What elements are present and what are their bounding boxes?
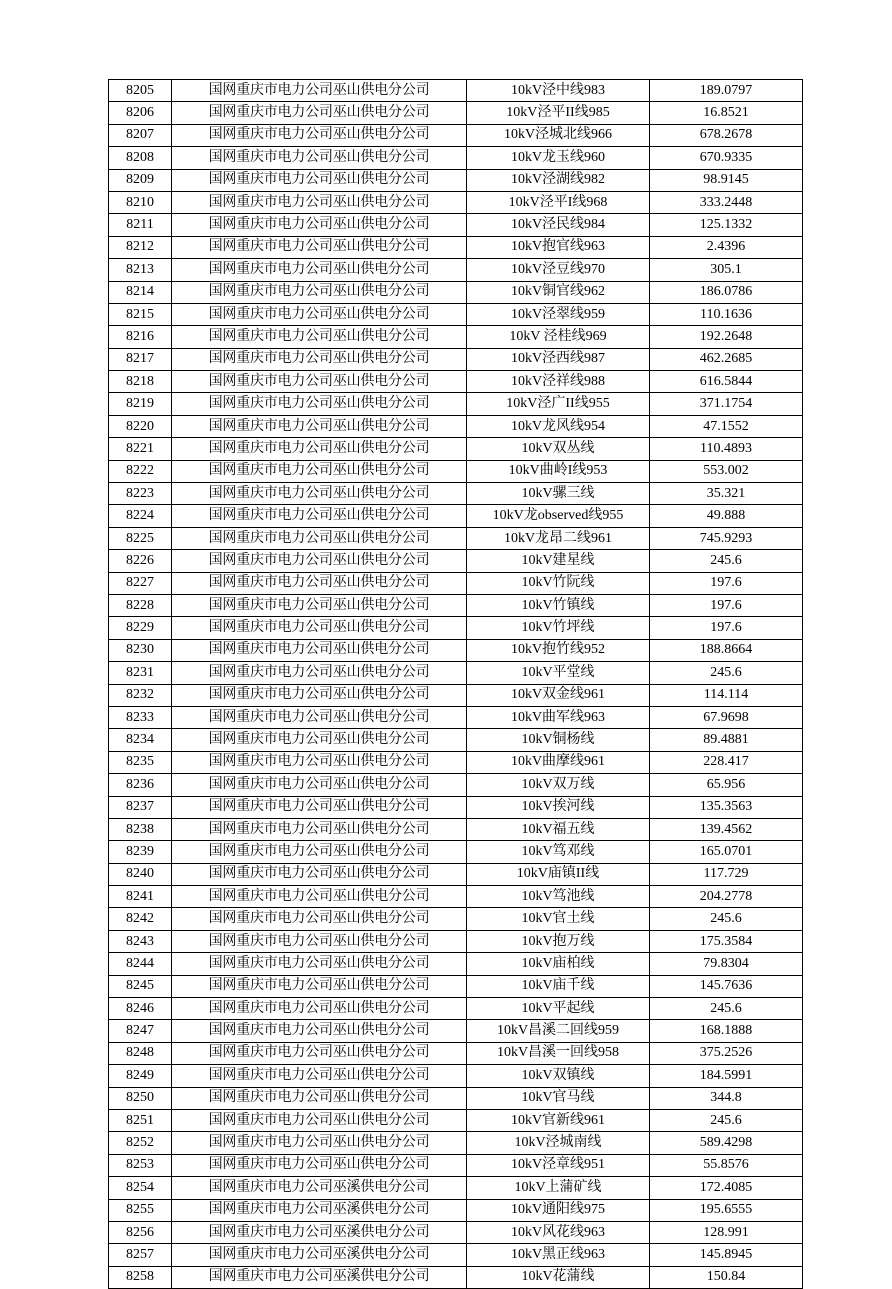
cell-id: 8222 xyxy=(109,460,172,482)
cell-value: 589.4298 xyxy=(650,1132,803,1154)
cell-value: 117.729 xyxy=(650,863,803,885)
cell-org: 国网重庆市电力公司巫山供电分公司 xyxy=(172,102,467,124)
table-row xyxy=(109,863,803,885)
cell-id: 8221 xyxy=(109,438,172,460)
cell-line: 10kV泾民线984 xyxy=(467,214,650,236)
cell-id: 8226 xyxy=(109,550,172,572)
cell-line: 10kV泾祥线988 xyxy=(467,371,650,393)
cell-line: 10kV花蒲线 xyxy=(467,1266,650,1288)
cell-id: 8254 xyxy=(109,1177,172,1199)
cell-line: 10kV黑正线963 xyxy=(467,1244,650,1266)
table-row xyxy=(109,348,803,370)
cell-org: 国网重庆市电力公司巫山供电分公司 xyxy=(172,818,467,840)
cell-value: 344.8 xyxy=(650,1087,803,1109)
cell-value: 745.9293 xyxy=(650,527,803,549)
cell-id: 8243 xyxy=(109,930,172,952)
table-row xyxy=(109,124,803,146)
cell-line: 10kV曲军线963 xyxy=(467,706,650,728)
cell-value: 245.6 xyxy=(650,1109,803,1131)
cell-id: 8235 xyxy=(109,751,172,773)
cell-line: 10kV泾广II线955 xyxy=(467,393,650,415)
cell-id: 8219 xyxy=(109,393,172,415)
cell-id: 8248 xyxy=(109,1042,172,1064)
table-row xyxy=(109,371,803,393)
cell-line: 10kV抱官线963 xyxy=(467,236,650,258)
cell-org: 国网重庆市电力公司巫山供电分公司 xyxy=(172,886,467,908)
cell-line: 10kV上蒲矿线 xyxy=(467,1177,650,1199)
table-row xyxy=(109,1087,803,1109)
cell-value: 139.4562 xyxy=(650,818,803,840)
cell-org: 国网重庆市电力公司巫山供电分公司 xyxy=(172,147,467,169)
cell-line: 10kV竹镇线 xyxy=(467,594,650,616)
cell-line: 10kV风花线963 xyxy=(467,1221,650,1243)
cell-org: 国网重庆市电力公司巫山供电分公司 xyxy=(172,1020,467,1042)
cell-id: 8206 xyxy=(109,102,172,124)
cell-line: 10kV泾翠线959 xyxy=(467,303,650,325)
cell-line: 10kV泾章线951 xyxy=(467,1154,650,1176)
cell-id: 8241 xyxy=(109,886,172,908)
cell-line: 10kV官土线 xyxy=(467,908,650,930)
cell-line: 10kV双金线961 xyxy=(467,684,650,706)
cell-line: 10kV昌溪二回线959 xyxy=(467,1020,650,1042)
table-row xyxy=(109,908,803,930)
cell-value: 49.888 xyxy=(650,505,803,527)
cell-id: 8225 xyxy=(109,527,172,549)
cell-org: 国网重庆市电力公司巫山供电分公司 xyxy=(172,684,467,706)
cell-org: 国网重庆市电力公司巫溪供电分公司 xyxy=(172,1177,467,1199)
cell-org: 国网重庆市电力公司巫山供电分公司 xyxy=(172,483,467,505)
table-row xyxy=(109,80,803,102)
cell-id: 8255 xyxy=(109,1199,172,1221)
cell-line: 10kV龙玉线960 xyxy=(467,147,650,169)
table-row xyxy=(109,841,803,863)
cell-value: 228.417 xyxy=(650,751,803,773)
cell-id: 8228 xyxy=(109,594,172,616)
cell-value: 16.8521 xyxy=(650,102,803,124)
cell-org: 国网重庆市电力公司巫山供电分公司 xyxy=(172,863,467,885)
cell-id: 8224 xyxy=(109,505,172,527)
table-row xyxy=(109,706,803,728)
cell-value: 150.84 xyxy=(650,1266,803,1288)
cell-id: 8210 xyxy=(109,191,172,213)
table-row xyxy=(109,998,803,1020)
cell-org: 国网重庆市电力公司巫山供电分公司 xyxy=(172,281,467,303)
cell-line: 10kV龙昂二线961 xyxy=(467,527,650,549)
cell-line: 10kV庙千线 xyxy=(467,975,650,997)
cell-line: 10kV福五线 xyxy=(467,818,650,840)
cell-org: 国网重庆市电力公司巫山供电分公司 xyxy=(172,1042,467,1064)
cell-org: 国网重庆市电力公司巫山供电分公司 xyxy=(172,796,467,818)
cell-id: 8250 xyxy=(109,1087,172,1109)
cell-id: 8238 xyxy=(109,818,172,840)
cell-line: 10kV官马线 xyxy=(467,1087,650,1109)
table-body xyxy=(109,80,803,1289)
cell-id: 8214 xyxy=(109,281,172,303)
table-row xyxy=(109,662,803,684)
table-row xyxy=(109,617,803,639)
cell-org: 国网重庆市电力公司巫山供电分公司 xyxy=(172,774,467,796)
cell-line: 10kV泾城北线966 xyxy=(467,124,650,146)
cell-line: 10kV铜杨线 xyxy=(467,729,650,751)
cell-org: 国网重庆市电力公司巫山供电分公司 xyxy=(172,527,467,549)
cell-org: 国网重庆市电力公司巫山供电分公司 xyxy=(172,326,467,348)
cell-value: 184.5991 xyxy=(650,1065,803,1087)
table-row xyxy=(109,572,803,594)
cell-org: 国网重庆市电力公司巫山供电分公司 xyxy=(172,594,467,616)
cell-value: 2.4396 xyxy=(650,236,803,258)
table-row xyxy=(109,527,803,549)
cell-line: 10kV曲岭I线953 xyxy=(467,460,650,482)
cell-org: 国网重庆市电力公司巫山供电分公司 xyxy=(172,303,467,325)
cell-org: 国网重庆市电力公司巫山供电分公司 xyxy=(172,975,467,997)
cell-id: 8209 xyxy=(109,169,172,191)
table-row xyxy=(109,147,803,169)
table-row xyxy=(109,796,803,818)
table-row xyxy=(109,460,803,482)
cell-line: 10kV双镇线 xyxy=(467,1065,650,1087)
cell-org: 国网重庆市电力公司巫山供电分公司 xyxy=(172,908,467,930)
cell-id: 8253 xyxy=(109,1154,172,1176)
cell-id: 8218 xyxy=(109,371,172,393)
cell-id: 8213 xyxy=(109,259,172,281)
cell-org: 国网重庆市电力公司巫山供电分公司 xyxy=(172,706,467,728)
cell-value: 195.6555 xyxy=(650,1199,803,1221)
cell-line: 10kV挨河线 xyxy=(467,796,650,818)
cell-id: 8256 xyxy=(109,1221,172,1243)
table-row xyxy=(109,1154,803,1176)
table-row xyxy=(109,1132,803,1154)
cell-value: 192.2648 xyxy=(650,326,803,348)
cell-id: 8230 xyxy=(109,639,172,661)
cell-value: 245.6 xyxy=(650,550,803,572)
table-row xyxy=(109,259,803,281)
cell-id: 8257 xyxy=(109,1244,172,1266)
table-row xyxy=(109,505,803,527)
cell-value: 678.2678 xyxy=(650,124,803,146)
cell-line: 10kV龙风线954 xyxy=(467,415,650,437)
cell-value: 35.321 xyxy=(650,483,803,505)
cell-id: 8236 xyxy=(109,774,172,796)
cell-id: 8247 xyxy=(109,1020,172,1042)
cell-line: 10kV抱万线 xyxy=(467,930,650,952)
cell-value: 79.8304 xyxy=(650,953,803,975)
cell-value: 165.0701 xyxy=(650,841,803,863)
cell-line: 10kV泾豆线970 xyxy=(467,259,650,281)
cell-line: 10kV曲摩线961 xyxy=(467,751,650,773)
table-row xyxy=(109,1065,803,1087)
cell-id: 8216 xyxy=(109,326,172,348)
cell-value: 110.1636 xyxy=(650,303,803,325)
cell-id: 8249 xyxy=(109,1065,172,1087)
cell-id: 8215 xyxy=(109,303,172,325)
cell-value: 128.991 xyxy=(650,1221,803,1243)
cell-org: 国网重庆市电力公司巫山供电分公司 xyxy=(172,393,467,415)
cell-line: 10kV泾城南线 xyxy=(467,1132,650,1154)
cell-value: 375.2526 xyxy=(650,1042,803,1064)
table-row xyxy=(109,930,803,952)
cell-id: 8233 xyxy=(109,706,172,728)
table-row xyxy=(109,169,803,191)
cell-org: 国网重庆市电力公司巫山供电分公司 xyxy=(172,930,467,952)
cell-value: 670.9335 xyxy=(650,147,803,169)
cell-org: 国网重庆市电力公司巫山供电分公司 xyxy=(172,572,467,594)
cell-org: 国网重庆市电力公司巫山供电分公司 xyxy=(172,1109,467,1131)
cell-id: 8223 xyxy=(109,483,172,505)
table-row xyxy=(109,483,803,505)
cell-value: 89.4881 xyxy=(650,729,803,751)
cell-line: 10kV官新线961 xyxy=(467,1109,650,1131)
table-row xyxy=(109,886,803,908)
cell-line: 10kV平起线 xyxy=(467,998,650,1020)
table-row xyxy=(109,326,803,348)
table-row xyxy=(109,415,803,437)
cell-value: 333.2448 xyxy=(650,191,803,213)
cell-value: 175.3584 xyxy=(650,930,803,952)
cell-org: 国网重庆市电力公司巫山供电分公司 xyxy=(172,169,467,191)
cell-line: 10kV双万线 xyxy=(467,774,650,796)
table-row xyxy=(109,281,803,303)
cell-value: 305.1 xyxy=(650,259,803,281)
cell-value: 245.6 xyxy=(650,998,803,1020)
table-row xyxy=(109,975,803,997)
cell-id: 8231 xyxy=(109,662,172,684)
cell-value: 197.6 xyxy=(650,617,803,639)
table-row xyxy=(109,550,803,572)
cell-value: 616.5844 xyxy=(650,371,803,393)
cell-line: 10kV庙柏线 xyxy=(467,953,650,975)
cell-id: 8244 xyxy=(109,953,172,975)
cell-id: 8240 xyxy=(109,863,172,885)
cell-value: 145.7636 xyxy=(650,975,803,997)
cell-id: 8246 xyxy=(109,998,172,1020)
table-row xyxy=(109,818,803,840)
table-row xyxy=(109,1020,803,1042)
power-line-data-table xyxy=(108,79,803,1289)
table-row xyxy=(109,1266,803,1288)
table-row xyxy=(109,191,803,213)
cell-org: 国网重庆市电力公司巫溪供电分公司 xyxy=(172,1244,467,1266)
cell-org: 国网重庆市电力公司巫山供电分公司 xyxy=(172,550,467,572)
cell-id: 8208 xyxy=(109,147,172,169)
cell-id: 8207 xyxy=(109,124,172,146)
cell-line: 10kV庙镇II线 xyxy=(467,863,650,885)
cell-id: 8252 xyxy=(109,1132,172,1154)
cell-id: 8227 xyxy=(109,572,172,594)
cell-id: 8234 xyxy=(109,729,172,751)
cell-value: 462.2685 xyxy=(650,348,803,370)
cell-id: 8212 xyxy=(109,236,172,258)
cell-line: 10kV抱竹线952 xyxy=(467,639,650,661)
table-row xyxy=(109,1177,803,1199)
cell-org: 国网重庆市电力公司巫溪供电分公司 xyxy=(172,1221,467,1243)
cell-org: 国网重庆市电力公司巫山供电分公司 xyxy=(172,371,467,393)
cell-line: 10kV笃邓线 xyxy=(467,841,650,863)
cell-id: 8220 xyxy=(109,415,172,437)
table-row xyxy=(109,236,803,258)
cell-id: 8217 xyxy=(109,348,172,370)
cell-value: 186.0786 xyxy=(650,281,803,303)
cell-line: 10kV竹坪线 xyxy=(467,617,650,639)
table-row xyxy=(109,751,803,773)
cell-line: 10kV泾中线983 xyxy=(467,80,650,102)
table-row xyxy=(109,774,803,796)
cell-value: 114.114 xyxy=(650,684,803,706)
cell-line: 10kV泾平II线985 xyxy=(467,102,650,124)
cell-line: 10kV竹阮线 xyxy=(467,572,650,594)
cell-value: 145.8945 xyxy=(650,1244,803,1266)
cell-org: 国网重庆市电力公司巫山供电分公司 xyxy=(172,998,467,1020)
cell-line: 10kV骡三线 xyxy=(467,483,650,505)
table-row xyxy=(109,729,803,751)
cell-org: 国网重庆市电力公司巫山供电分公司 xyxy=(172,1132,467,1154)
cell-org: 国网重庆市电力公司巫山供电分公司 xyxy=(172,80,467,102)
cell-org: 国网重庆市电力公司巫溪供电分公司 xyxy=(172,1199,467,1221)
table-row xyxy=(109,1221,803,1243)
table-row xyxy=(109,214,803,236)
cell-org: 国网重庆市电力公司巫山供电分公司 xyxy=(172,505,467,527)
cell-line: 10kV平堂线 xyxy=(467,662,650,684)
table-row xyxy=(109,102,803,124)
cell-id: 8232 xyxy=(109,684,172,706)
cell-value: 197.6 xyxy=(650,594,803,616)
cell-line: 10kV泾西线987 xyxy=(467,348,650,370)
data-table-container xyxy=(108,79,784,1289)
cell-id: 8211 xyxy=(109,214,172,236)
cell-value: 204.2778 xyxy=(650,886,803,908)
table-row xyxy=(109,438,803,460)
cell-value: 189.0797 xyxy=(650,80,803,102)
cell-line: 10kV铜官线962 xyxy=(467,281,650,303)
cell-org: 国网重庆市电力公司巫山供电分公司 xyxy=(172,841,467,863)
cell-org: 国网重庆市电力公司巫山供电分公司 xyxy=(172,415,467,437)
cell-line: 10kV泾平I线968 xyxy=(467,191,650,213)
table-row xyxy=(109,639,803,661)
cell-org: 国网重庆市电力公司巫山供电分公司 xyxy=(172,1087,467,1109)
cell-org: 国网重庆市电力公司巫山供电分公司 xyxy=(172,214,467,236)
cell-org: 国网重庆市电力公司巫山供电分公司 xyxy=(172,124,467,146)
table-row xyxy=(109,1244,803,1266)
table-row xyxy=(109,1199,803,1221)
cell-id: 8237 xyxy=(109,796,172,818)
table-row xyxy=(109,1042,803,1064)
cell-line: 10kV 泾桂线969 xyxy=(467,326,650,348)
table-row xyxy=(109,684,803,706)
cell-org: 国网重庆市电力公司巫山供电分公司 xyxy=(172,729,467,751)
cell-value: 135.3563 xyxy=(650,796,803,818)
cell-org: 国网重庆市电力公司巫山供电分公司 xyxy=(172,460,467,482)
cell-line: 10kV建星线 xyxy=(467,550,650,572)
cell-line: 10kV通阳线975 xyxy=(467,1199,650,1221)
cell-org: 国网重庆市电力公司巫山供电分公司 xyxy=(172,438,467,460)
table-row xyxy=(109,303,803,325)
cell-org: 国网重庆市电力公司巫溪供电分公司 xyxy=(172,1266,467,1288)
table-row xyxy=(109,1109,803,1131)
cell-line: 10kV双丛线 xyxy=(467,438,650,460)
cell-org: 国网重庆市电力公司巫山供电分公司 xyxy=(172,953,467,975)
cell-line: 10kV龙observed线955 xyxy=(467,505,650,527)
cell-value: 65.956 xyxy=(650,774,803,796)
cell-id: 8239 xyxy=(109,841,172,863)
cell-value: 67.9698 xyxy=(650,706,803,728)
cell-org: 国网重庆市电力公司巫山供电分公司 xyxy=(172,662,467,684)
cell-org: 国网重庆市电力公司巫山供电分公司 xyxy=(172,751,467,773)
cell-value: 245.6 xyxy=(650,908,803,930)
cell-value: 98.9145 xyxy=(650,169,803,191)
cell-id: 8229 xyxy=(109,617,172,639)
cell-id: 8251 xyxy=(109,1109,172,1131)
cell-line: 10kV笃池线 xyxy=(467,886,650,908)
cell-id: 8242 xyxy=(109,908,172,930)
cell-value: 188.8664 xyxy=(650,639,803,661)
cell-id: 8205 xyxy=(109,80,172,102)
cell-org: 国网重庆市电力公司巫山供电分公司 xyxy=(172,1154,467,1176)
cell-org: 国网重庆市电力公司巫山供电分公司 xyxy=(172,639,467,661)
cell-value: 55.8576 xyxy=(650,1154,803,1176)
cell-value: 168.1888 xyxy=(650,1020,803,1042)
cell-id: 8245 xyxy=(109,975,172,997)
cell-value: 125.1332 xyxy=(650,214,803,236)
cell-org: 国网重庆市电力公司巫山供电分公司 xyxy=(172,236,467,258)
table-row xyxy=(109,594,803,616)
cell-org: 国网重庆市电力公司巫山供电分公司 xyxy=(172,1065,467,1087)
cell-value: 371.1754 xyxy=(650,393,803,415)
cell-value: 172.4085 xyxy=(650,1177,803,1199)
cell-value: 47.1552 xyxy=(650,415,803,437)
table-row xyxy=(109,393,803,415)
table-row xyxy=(109,953,803,975)
cell-value: 553.002 xyxy=(650,460,803,482)
cell-org: 国网重庆市电力公司巫山供电分公司 xyxy=(172,259,467,281)
cell-value: 110.4893 xyxy=(650,438,803,460)
cell-id: 8258 xyxy=(109,1266,172,1288)
cell-org: 国网重庆市电力公司巫山供电分公司 xyxy=(172,191,467,213)
cell-line: 10kV昌溪一回线958 xyxy=(467,1042,650,1064)
cell-org: 国网重庆市电力公司巫山供电分公司 xyxy=(172,617,467,639)
cell-org: 国网重庆市电力公司巫山供电分公司 xyxy=(172,348,467,370)
cell-value: 197.6 xyxy=(650,572,803,594)
cell-line: 10kV泾湖线982 xyxy=(467,169,650,191)
cell-value: 245.6 xyxy=(650,662,803,684)
